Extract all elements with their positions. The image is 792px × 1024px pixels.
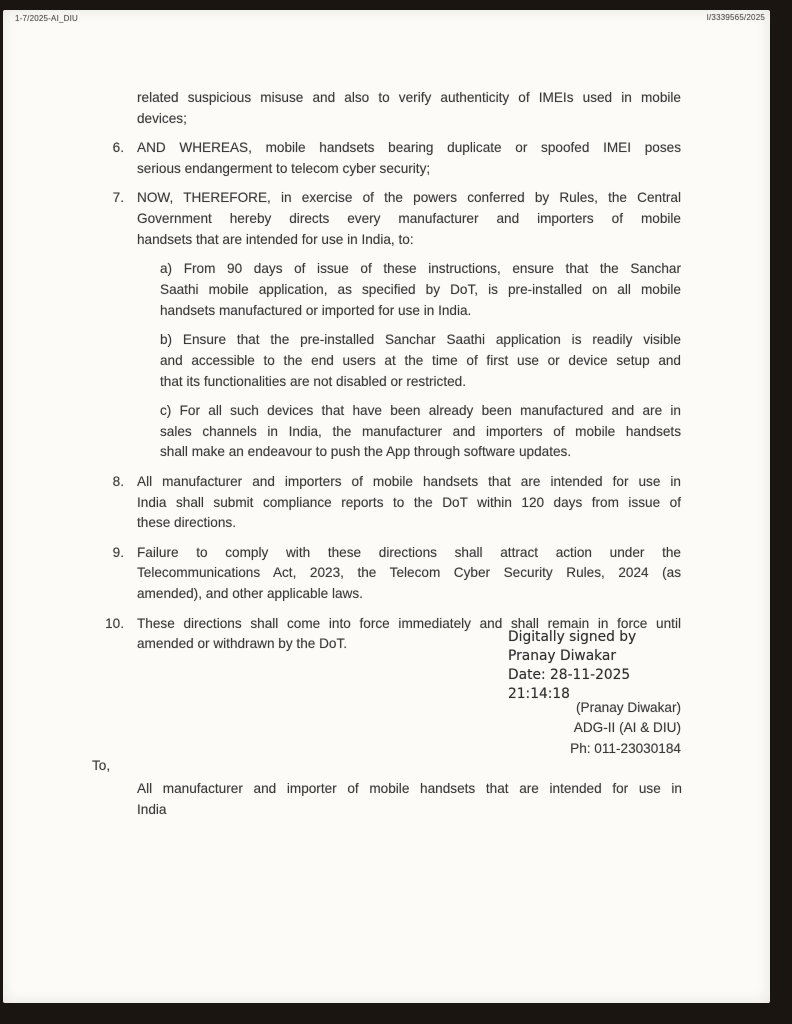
list-item-7 bbox=[103, 188, 681, 250]
item-number: 6. bbox=[112, 140, 124, 156]
item-number: 9. bbox=[112, 544, 124, 560]
to-label: To, bbox=[92, 758, 111, 773]
paragraph-continuation: related suspicious misuse and also to verify authenticity of IMEIs used in mobile devices; bbox=[137, 90, 681, 126]
item-number: 8. bbox=[112, 473, 124, 489]
list-item-8 bbox=[103, 472, 681, 534]
sub-item-c: c) For all such devices that have been already been manufactured and are in sales channels in India, the manufacturer and importers of mobile handsets shall make an endeavour to push the App through software updates. bbox=[160, 402, 681, 460]
item-number: 7. bbox=[112, 190, 124, 206]
item-number: 10. bbox=[105, 615, 124, 631]
list-item-9 bbox=[103, 543, 681, 605]
item-text: AND WHEREAS, mobile handsets bearing duplicate or spoofed IMEI poses serious endangerment to telecom cyber security; bbox=[137, 140, 681, 176]
file-reference-number: 1-7/2025-AI_DIU bbox=[15, 14, 79, 23]
item-text: Failure to comply with these directions shall attract action under the Telecommunications Act, 2023, the Telecom Cyber Security Rules, 2024 (as amended), and other applicable laws. bbox=[137, 544, 681, 602]
signatory-block: (Pranay Diwakar) ADG-II (AI & DIU) Ph: 011-23030184 bbox=[570, 700, 681, 756]
item-text: NOW, THEREFORE, in exercise of the powers conferred by Rules, the Central Government hereby directs every manufacturer and importers of mobile handsets that are intended for use in India, to: bbox=[137, 190, 681, 247]
item-text: These directions shall come into force immediately and shall remain in force until amended or withdrawn by the DoT. bbox=[137, 615, 681, 652]
sub-item-b: b) Ensure that the pre-installed Sanchar Saathi application is readily visible and accessible to the end users at the time of first use or device setup and that its functionalities are not disabled or restricted. bbox=[160, 331, 681, 389]
document-body bbox=[103, 88, 681, 664]
document-page bbox=[3, 10, 770, 1003]
addressee-block: All manufacturer and importer of mobile handsets that are intended for use in India bbox=[137, 781, 682, 817]
sub-item-a: a) From 90 days of issue of these instructions, ensure that the Sanchar Saathi mobile application, as specified by DoT, is pre-installed on all mobile handsets manufactured or imported for use in India. bbox=[160, 261, 681, 318]
item-text: All manufacturer and importers of mobile handsets that are intended for use in India shall submit compliance reports to the DoT within 120 days from issue of these directions. bbox=[137, 473, 681, 531]
eoffice-reference-number: I/3339565/2025 bbox=[706, 13, 765, 22]
digital-signature-stamp: Digitally signed by Pranay Diwakar Date: 28-11-2025 21:14:18 bbox=[508, 629, 637, 702]
list-item-6 bbox=[103, 138, 681, 180]
